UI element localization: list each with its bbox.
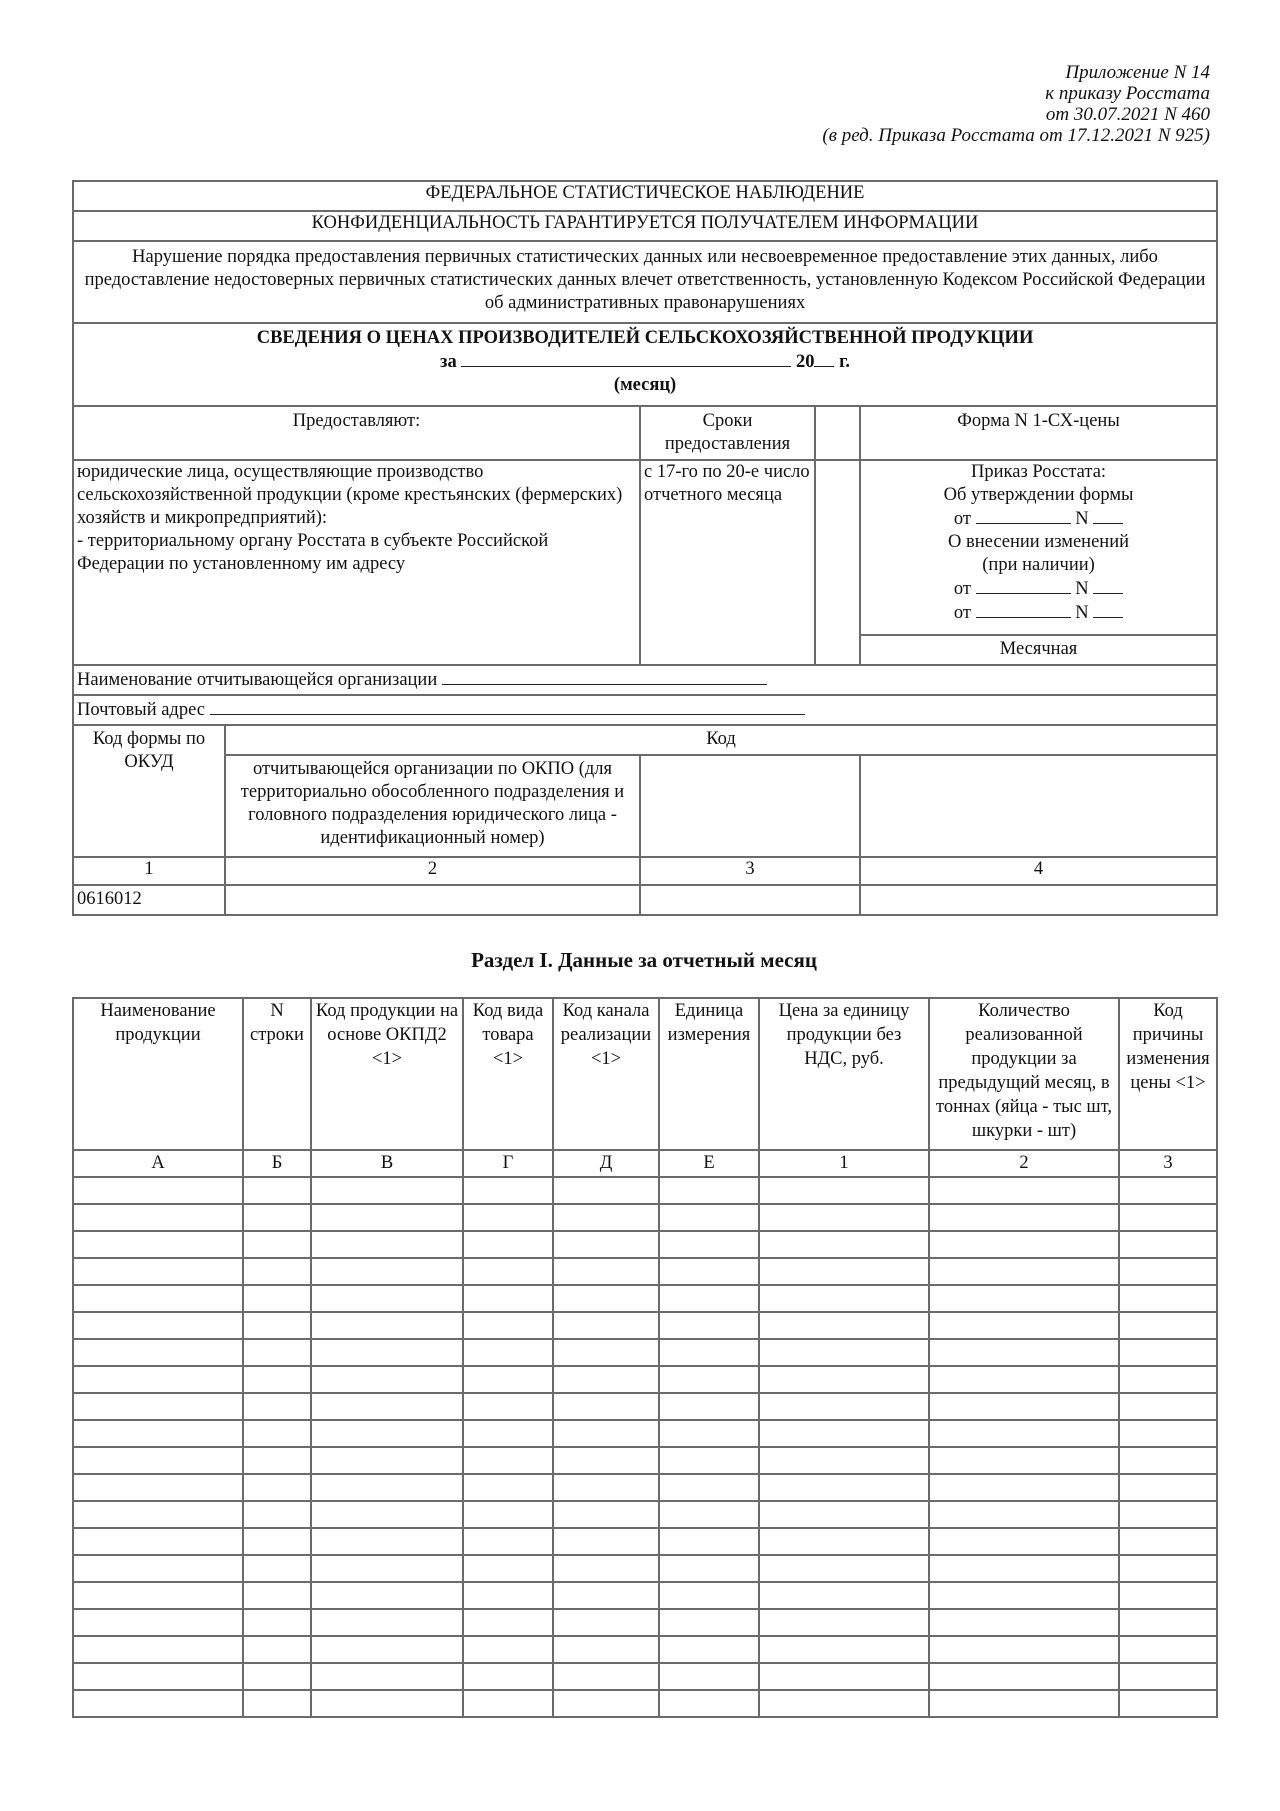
liability-warning: Нарушение порядка предоставления первичных статистических данных или несвоевременное предоставление этих данных, либо предоставление недостоверных первичных статистических данных влечет ответственность, установленную Кодексом Российской Федерации об административных правонарушениях — [73, 241, 1217, 323]
table-cell[interactable] — [553, 1501, 659, 1528]
table-cell[interactable] — [463, 1258, 553, 1285]
table-row — [73, 1447, 1217, 1474]
table-cell[interactable] — [243, 1339, 311, 1366]
table-cell[interactable] — [929, 1366, 1119, 1393]
table-cell[interactable] — [73, 1474, 243, 1501]
table-cell[interactable] — [659, 1285, 759, 1312]
table-cell[interactable] — [553, 1609, 659, 1636]
table-row — [73, 1663, 1217, 1690]
table-cell[interactable] — [929, 1690, 1119, 1717]
table-cell[interactable] — [311, 1285, 463, 1312]
org-name-label: Наименование отчитывающейся организации — [77, 670, 438, 690]
address-label: Почтовый адрес — [77, 700, 205, 720]
order-approve-line: от N — [864, 507, 1213, 531]
year-suffix: г. — [839, 352, 851, 372]
table-cell[interactable] — [73, 1609, 243, 1636]
table-cell[interactable] — [553, 1393, 659, 1420]
table-cell[interactable] — [759, 1420, 929, 1447]
column-header: Цена за единицу продукции без НДС, руб. — [759, 998, 929, 1150]
order-changes: О внесении изменений — [948, 532, 1129, 552]
section-title: Раздел I. Данные за отчетный месяц — [471, 948, 817, 972]
table-cell[interactable] — [311, 1393, 463, 1420]
table-cell[interactable] — [553, 1177, 659, 1204]
table-cell[interactable] — [759, 1204, 929, 1231]
table-cell[interactable] — [311, 1231, 463, 1258]
table-cell[interactable] — [929, 1312, 1119, 1339]
table-cell[interactable] — [553, 1555, 659, 1582]
table-cell[interactable] — [243, 1609, 311, 1636]
table-cell[interactable] — [311, 1366, 463, 1393]
table-row — [73, 1555, 1217, 1582]
code-cell-3[interactable] — [640, 885, 860, 915]
table-cell[interactable] — [73, 1690, 243, 1717]
table-cell[interactable] — [929, 1393, 1119, 1420]
table-cell[interactable] — [659, 1312, 759, 1339]
table-cell[interactable] — [929, 1663, 1119, 1690]
table-cell[interactable] — [929, 1636, 1119, 1663]
table-cell[interactable] — [929, 1474, 1119, 1501]
table-cell[interactable] — [463, 1177, 553, 1204]
column-header: Код причины изменения цены <1> — [1119, 998, 1217, 1150]
table-cell[interactable] — [553, 1420, 659, 1447]
table-cell[interactable] — [73, 1366, 243, 1393]
table-cell[interactable] — [759, 1501, 929, 1528]
table-cell[interactable] — [659, 1690, 759, 1717]
table-cell[interactable] — [311, 1177, 463, 1204]
table-cell[interactable] — [929, 1339, 1119, 1366]
table-header-row — [73, 998, 1217, 1150]
blank-cell — [815, 460, 860, 665]
table-cell[interactable] — [659, 1393, 759, 1420]
blank-cell — [815, 406, 860, 460]
table-row — [73, 1528, 1217, 1555]
table-cell[interactable] — [553, 1285, 659, 1312]
table-cell[interactable] — [73, 1393, 243, 1420]
table-cell[interactable] — [659, 1474, 759, 1501]
table-cell[interactable] — [553, 1258, 659, 1285]
col-number: 4 — [860, 857, 1217, 885]
table-cell[interactable] — [759, 1312, 929, 1339]
table-cell[interactable] — [659, 1528, 759, 1555]
table-cell[interactable] — [463, 1420, 553, 1447]
column-code: А — [73, 1150, 243, 1177]
table-row — [73, 1312, 1217, 1339]
table-cell[interactable] — [759, 1447, 929, 1474]
table-cell[interactable] — [929, 1555, 1119, 1582]
column-code: 2 — [929, 1150, 1119, 1177]
org-name-field[interactable] — [442, 668, 767, 685]
table-cell[interactable] — [243, 1690, 311, 1717]
table-cell[interactable] — [1119, 1339, 1217, 1366]
table-cell[interactable] — [463, 1663, 553, 1690]
table-cell[interactable] — [659, 1204, 759, 1231]
table-cell[interactable] — [1119, 1555, 1217, 1582]
table-cell[interactable] — [311, 1204, 463, 1231]
table-cell[interactable] — [73, 1447, 243, 1474]
table-cell[interactable] — [73, 1555, 243, 1582]
table-cell[interactable] — [73, 1636, 243, 1663]
form-title: СВЕДЕНИЯ О ЦЕНАХ ПРОИЗВОДИТЕЛЕЙ СЕЛЬСКОХОЗЯЙСТВЕННОЙ ПРОДУКЦИИ — [256, 328, 1034, 348]
table-cell[interactable] — [553, 1312, 659, 1339]
table-cell[interactable] — [929, 1501, 1119, 1528]
col-number: 1 — [73, 857, 225, 885]
number-field[interactable] — [1093, 507, 1123, 524]
table-cell[interactable] — [463, 1690, 553, 1717]
table-cell[interactable] — [553, 1528, 659, 1555]
table-cell[interactable] — [553, 1690, 659, 1717]
table-cell[interactable] — [311, 1339, 463, 1366]
table-cell[interactable] — [73, 1420, 243, 1447]
table-row — [73, 1204, 1217, 1231]
date-field[interactable] — [976, 507, 1071, 524]
table-cell[interactable] — [311, 1258, 463, 1285]
column-code: Е — [659, 1150, 759, 1177]
table-row — [73, 1393, 1217, 1420]
table-cell[interactable] — [73, 1501, 243, 1528]
table-cell[interactable] — [243, 1636, 311, 1663]
col-number: 3 — [640, 857, 860, 885]
order-block — [860, 460, 1217, 635]
table-cell[interactable] — [463, 1204, 553, 1231]
providers-text — [73, 460, 640, 665]
providers-header: Предоставляют: — [73, 406, 640, 460]
table-cell[interactable] — [759, 1555, 929, 1582]
table-cell[interactable] — [659, 1663, 759, 1690]
table-cell[interactable] — [1119, 1393, 1217, 1420]
table-cell[interactable] — [311, 1312, 463, 1339]
table-cell[interactable] — [463, 1555, 553, 1582]
periodicity: Месячная — [860, 635, 1217, 665]
table-cell[interactable] — [659, 1258, 759, 1285]
okpo-label: отчитывающейся организации по ОКПО (для территориально обособленного подразделения и головного подразделения юридического лица - идентификационный номер) — [225, 755, 640, 857]
table-cell[interactable] — [1119, 1204, 1217, 1231]
table-cell[interactable] — [759, 1609, 929, 1636]
order-change-line: от N — [864, 577, 1213, 601]
table-cell[interactable] — [73, 1204, 243, 1231]
table-cell[interactable] — [553, 1582, 659, 1609]
table-cell[interactable] — [463, 1312, 553, 1339]
section-data-table — [72, 997, 1218, 1718]
table-cell[interactable] — [929, 1609, 1119, 1636]
table-row — [73, 1366, 1217, 1393]
table-cell[interactable] — [929, 1582, 1119, 1609]
appendix-line: к приказу Росстата — [1045, 83, 1210, 104]
table-cell[interactable] — [929, 1285, 1119, 1312]
appendix-line: от 30.07.2021 N 460 — [1045, 104, 1210, 125]
column-code: 1 — [759, 1150, 929, 1177]
table-cell[interactable] — [1119, 1447, 1217, 1474]
year-field[interactable] — [814, 350, 834, 367]
providers-text-1: юридические лица, осуществляющие производство сельскохозяйственной продукции (кроме крестьянских (фермерских) хозяйств и микропредприятий): — [77, 462, 623, 528]
table-cell[interactable] — [759, 1285, 929, 1312]
table-cell[interactable] — [463, 1339, 553, 1366]
table-cell[interactable] — [73, 1663, 243, 1690]
column-code: Б — [243, 1150, 311, 1177]
table-cell[interactable] — [929, 1258, 1119, 1285]
form-name: Форма N 1-СХ-цены — [860, 406, 1217, 460]
table-cell[interactable] — [759, 1690, 929, 1717]
table-cell[interactable] — [759, 1231, 929, 1258]
table-cell[interactable] — [553, 1636, 659, 1663]
table-row — [73, 1177, 1217, 1204]
appendix-line: (в ред. Приказа Росстата от 17.12.2021 N 925) — [822, 125, 1210, 146]
order-approve: Об утверждении формы — [943, 485, 1134, 505]
table-cell[interactable] — [311, 1501, 463, 1528]
table-cell[interactable] — [1119, 1285, 1217, 1312]
column-code: Г — [463, 1150, 553, 1177]
table-cell[interactable] — [1119, 1474, 1217, 1501]
table-cell[interactable] — [311, 1636, 463, 1663]
table-cell[interactable] — [243, 1663, 311, 1690]
providers-text-2: - территориальному органу Росстата в субъекте Российской Федерации по установленному им адресу — [77, 531, 549, 574]
table-cell[interactable] — [311, 1663, 463, 1690]
table-cell[interactable] — [1119, 1690, 1217, 1717]
table-cell[interactable] — [73, 1528, 243, 1555]
table-cell[interactable] — [659, 1177, 759, 1204]
table-cell[interactable] — [243, 1177, 311, 1204]
table-cell[interactable] — [243, 1204, 311, 1231]
table-cell[interactable] — [73, 1177, 243, 1204]
table-row — [73, 1582, 1217, 1609]
table-cell[interactable] — [243, 1366, 311, 1393]
table-cell[interactable] — [311, 1690, 463, 1717]
code-blank — [860, 755, 1217, 857]
table-row — [73, 1420, 1217, 1447]
table-cell[interactable] — [759, 1258, 929, 1285]
org-name-row — [73, 665, 1217, 695]
federal-observation-label: ФЕДЕРАЛЬНОЕ СТАТИСТИЧЕСКОЕ НАБЛЮДЕНИЕ — [73, 181, 1217, 211]
table-cell[interactable] — [1119, 1582, 1217, 1609]
table-cell[interactable] — [659, 1231, 759, 1258]
table-cell[interactable] — [553, 1204, 659, 1231]
table-cell[interactable] — [243, 1312, 311, 1339]
period-prefix: за — [440, 352, 457, 372]
table-cell[interactable] — [1119, 1420, 1217, 1447]
appendix-note — [650, 62, 1210, 146]
okpo-code-cell[interactable] — [225, 885, 640, 915]
table-cell[interactable] — [659, 1555, 759, 1582]
table-cell[interactable] — [73, 1339, 243, 1366]
table-cell[interactable] — [759, 1528, 929, 1555]
table-cell[interactable] — [1119, 1528, 1217, 1555]
period-line — [77, 350, 1213, 374]
table-cell[interactable] — [659, 1609, 759, 1636]
table-cell[interactable] — [659, 1636, 759, 1663]
table-cell[interactable] — [311, 1474, 463, 1501]
table-cell[interactable] — [929, 1420, 1119, 1447]
order-title: Приказ Росстата: — [971, 462, 1107, 482]
column-header: N строки — [243, 998, 311, 1150]
table-cell[interactable] — [659, 1582, 759, 1609]
table-cell[interactable] — [1119, 1258, 1217, 1285]
table-cell[interactable] — [929, 1231, 1119, 1258]
table-cell[interactable] — [243, 1555, 311, 1582]
column-code-row — [73, 1150, 1217, 1177]
number-field[interactable] — [1093, 577, 1123, 594]
code-cell-4[interactable] — [860, 885, 1217, 915]
table-cell[interactable] — [659, 1339, 759, 1366]
table-cell[interactable] — [311, 1609, 463, 1636]
table-cell[interactable] — [929, 1204, 1119, 1231]
order-if-any: (при наличии) — [982, 555, 1095, 575]
table-cell[interactable] — [243, 1231, 311, 1258]
table-cell[interactable] — [311, 1447, 463, 1474]
table-cell[interactable] — [311, 1528, 463, 1555]
deadline-header: Сроки предоставления — [640, 406, 815, 460]
table-row — [73, 1285, 1217, 1312]
table-cell[interactable] — [929, 1177, 1119, 1204]
column-code: Д — [553, 1150, 659, 1177]
table-cell[interactable] — [243, 1420, 311, 1447]
table-cell[interactable] — [1119, 1312, 1217, 1339]
form-title-block — [73, 323, 1217, 406]
table-cell[interactable] — [929, 1447, 1119, 1474]
table-cell[interactable] — [311, 1582, 463, 1609]
table-row — [73, 1231, 1217, 1258]
table-cell[interactable] — [73, 1582, 243, 1609]
table-cell[interactable] — [243, 1582, 311, 1609]
table-row — [73, 1609, 1217, 1636]
table-cell[interactable] — [659, 1420, 759, 1447]
table-row — [73, 1474, 1217, 1501]
month-field[interactable] — [461, 350, 791, 367]
okud-code: 0616012 — [73, 885, 225, 915]
code-blank — [640, 755, 860, 857]
table-cell[interactable] — [659, 1501, 759, 1528]
table-cell[interactable] — [1119, 1366, 1217, 1393]
table-cell[interactable] — [243, 1258, 311, 1285]
table-cell[interactable] — [1119, 1636, 1217, 1663]
month-note: (месяц) — [613, 375, 677, 395]
table-cell[interactable] — [1119, 1231, 1217, 1258]
deadline-text: с 17-го по 20-е число отчетного месяца — [640, 460, 815, 665]
table-row — [73, 1636, 1217, 1663]
table-cell[interactable] — [659, 1366, 759, 1393]
appendix-line: Приложение N 14 — [1065, 62, 1210, 83]
table-cell[interactable] — [759, 1393, 929, 1420]
table-cell[interactable] — [1119, 1177, 1217, 1204]
table-row — [73, 1258, 1217, 1285]
form-header-table — [72, 180, 1218, 916]
table-cell[interactable] — [759, 1474, 929, 1501]
col-number: 2 — [225, 857, 640, 885]
table-cell[interactable] — [463, 1231, 553, 1258]
date-field[interactable] — [976, 577, 1071, 594]
table-cell[interactable] — [243, 1393, 311, 1420]
column-header: Количество реализованной продукции за предыдущий месяц, в тоннах (яйца - тыс шт, шкурки - шт) — [929, 998, 1119, 1150]
table-cell[interactable] — [553, 1339, 659, 1366]
table-cell[interactable] — [553, 1366, 659, 1393]
table-cell[interactable] — [1119, 1501, 1217, 1528]
table-cell[interactable] — [243, 1474, 311, 1501]
table-cell[interactable] — [463, 1366, 553, 1393]
table-cell[interactable] — [463, 1609, 553, 1636]
column-header: Код канала реализации <1> — [553, 998, 659, 1150]
table-cell[interactable] — [759, 1366, 929, 1393]
table-cell[interactable] — [463, 1393, 553, 1420]
table-row — [73, 1501, 1217, 1528]
table-cell[interactable] — [659, 1447, 759, 1474]
table-cell[interactable] — [311, 1555, 463, 1582]
table-cell[interactable] — [463, 1447, 553, 1474]
table-cell[interactable] — [73, 1231, 243, 1258]
table-cell[interactable] — [463, 1285, 553, 1312]
table-cell[interactable] — [463, 1636, 553, 1663]
confidentiality-label: КОНФИДЕНЦИАЛЬНОСТЬ ГАРАНТИРУЕТСЯ ПОЛУЧАТЕЛЕМ ИНФОРМАЦИИ — [73, 211, 1217, 241]
okud-label: Код формы по ОКУД — [73, 725, 225, 857]
table-cell[interactable] — [73, 1312, 243, 1339]
table-cell[interactable] — [463, 1582, 553, 1609]
table-cell[interactable] — [553, 1663, 659, 1690]
table-cell[interactable] — [759, 1582, 929, 1609]
code-label: Код — [225, 725, 1217, 755]
table-cell[interactable] — [463, 1528, 553, 1555]
table-cell[interactable] — [553, 1231, 659, 1258]
table-cell[interactable] — [759, 1636, 929, 1663]
table-row — [73, 1339, 1217, 1366]
address-field[interactable] — [210, 698, 805, 715]
table-cell[interactable] — [73, 1258, 243, 1285]
column-header: Единица измерения — [659, 998, 759, 1150]
table-cell[interactable] — [311, 1420, 463, 1447]
number-field[interactable] — [1093, 601, 1123, 618]
year-prefix: 20 — [795, 352, 815, 372]
table-row — [73, 1690, 1217, 1717]
table-cell[interactable] — [1119, 1663, 1217, 1690]
date-field[interactable] — [976, 601, 1071, 618]
table-cell[interactable] — [243, 1501, 311, 1528]
column-header: Наименование продукции — [73, 998, 243, 1150]
column-header: Код вида товара <1> — [463, 998, 553, 1150]
column-header: Код продукции на основе ОКПД2 <1> — [311, 998, 463, 1150]
table-cell[interactable] — [759, 1177, 929, 1204]
table-cell[interactable] — [929, 1528, 1119, 1555]
table-cell[interactable] — [243, 1285, 311, 1312]
column-code: 3 — [1119, 1150, 1217, 1177]
table-cell[interactable] — [553, 1447, 659, 1474]
table-cell[interactable] — [243, 1447, 311, 1474]
table-cell[interactable] — [463, 1474, 553, 1501]
table-cell[interactable] — [463, 1501, 553, 1528]
column-code: В — [311, 1150, 463, 1177]
order-change-line: от N — [864, 601, 1213, 625]
table-cell[interactable] — [759, 1663, 929, 1690]
table-cell[interactable] — [553, 1474, 659, 1501]
address-row — [73, 695, 1217, 725]
table-cell[interactable] — [73, 1285, 243, 1312]
table-cell[interactable] — [243, 1528, 311, 1555]
table-cell[interactable] — [759, 1339, 929, 1366]
table-cell[interactable] — [1119, 1609, 1217, 1636]
